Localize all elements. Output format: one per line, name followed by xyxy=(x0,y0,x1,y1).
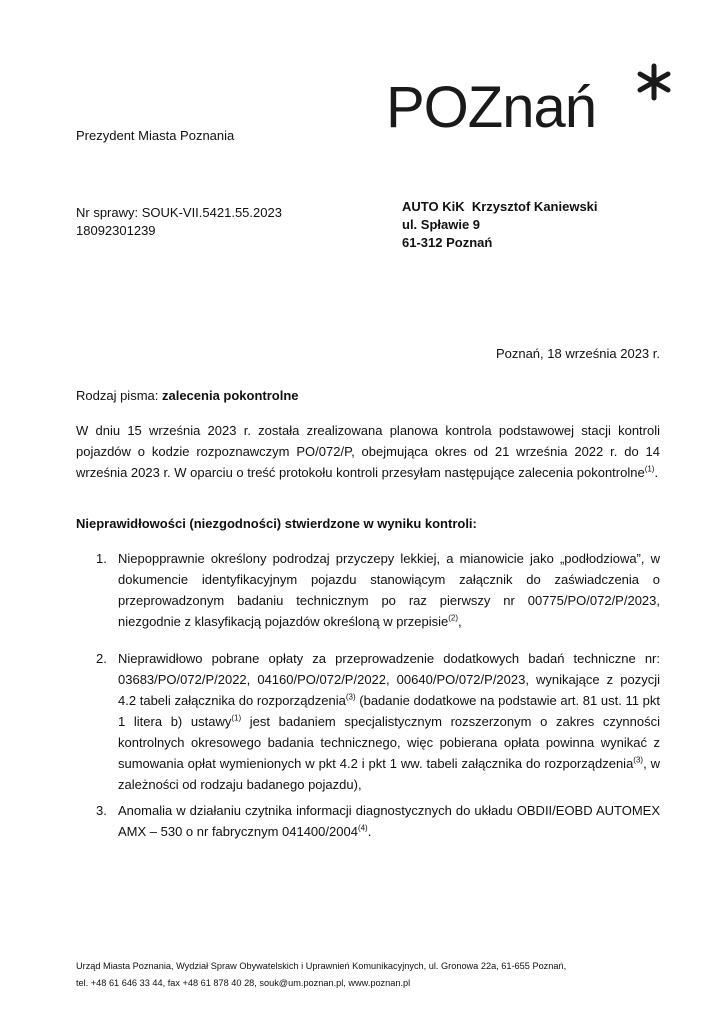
document-kind-value: zalecenia pokontrolne xyxy=(161,388,299,403)
list-item-text xyxy=(118,548,660,632)
president-title: Prezydent Miasta Poznania xyxy=(76,128,235,143)
list-item xyxy=(96,548,660,632)
item-text: (badanie dodatkowe na podstawie art. 81 ust. 11 pkt 1 litera b) ustawy xyxy=(118,693,661,729)
list-item-text xyxy=(118,800,660,842)
document-kind xyxy=(76,388,299,403)
findings-heading: Nieprawidłowości (niezgodności) stwierdzone w wyniku kontroli: xyxy=(76,516,477,531)
footnote-ref: (3) xyxy=(345,692,356,702)
list-item-number: 2. xyxy=(96,651,107,666)
list-item xyxy=(96,800,660,842)
intro-paragraph xyxy=(76,420,660,483)
item-text: Anomalia w działaniu czytnika informacji diagnostycznych do układu OBDII/EOBD AUTOMEX AMX – 530 o nr fabrycznym 041400/2004 xyxy=(118,803,660,839)
item-text: Niepopprawnie określony podrodzaj przyczepy lekkiej, a mianowicie jako „podłodziowa”, w dokumencie identyfikacyjnym pojazdu stanowiącym załącznik do zaświadczenia o przeprowadzonym badaniu technicznym po raz pierwszy nr 00775/PO/072/P/2023, niezgodnie z klasyfikacją pojazdów określoną w przepisie xyxy=(118,551,660,629)
item-end: , xyxy=(458,614,462,629)
footer-address: Urząd Miasta Poznania, Wydział Spraw Obywatelskich i Uprawnień Komunikacyjnych, ul. Gronowa 22a, 61-655 Poznań, xyxy=(76,961,567,971)
footer xyxy=(76,958,656,992)
item-text: , w zależności od rodzaju badanego pojazdu), xyxy=(118,756,660,792)
logo-star-icon xyxy=(634,62,674,102)
footnote-ref: (4) xyxy=(357,823,368,833)
footnote-ref: (1) xyxy=(644,464,655,474)
footnote-ref: (2) xyxy=(448,613,459,623)
recipient-street: ul. Spławie 9 xyxy=(402,217,481,232)
intro-end: . xyxy=(654,465,659,480)
reference-number: 18092301239 xyxy=(76,223,156,238)
footnote-ref: (3) xyxy=(633,755,644,765)
list-item-number: 3. xyxy=(96,803,107,818)
item-text: Nieprawidłowo pobrane opłaty za przeprowadzenie dodatkowych badań techniczne nr: 03683/PO/072/P/2022, 04160/PO/072/P/2022, 00640/PO/072/P/2023, wynikające z pozycji 4.2 tabeli załącznika do rozporządzenia xyxy=(118,651,660,708)
poznan-logo xyxy=(386,68,686,148)
recipient-name: AUTO KiK Krzysztof Kaniewski xyxy=(402,199,598,214)
list-item xyxy=(96,648,660,795)
intro-text: W dniu 15 września 2023 r. została zrealizowana planowa kontrola podstawowej stacji kontroli pojazdów o kodzie rozpoznawczym PO/072/P, obejmująca okres od 21 września 2022 r. do 14 września 2023 r. W oparciu o treść protokołu kontroli przesyłam następujące zalecenia pokontrolne xyxy=(76,423,660,480)
item-text: jest badaniem specjalistycznym rozszerzonym o zakres czynności kontrolnych okresowego badania technicznego, więc pobierana opłata powinna wynikać z sumowania opłat wymienionych w pkt 4.2 i pkt 1 ww. tabeli załącznika do rozporządzenia xyxy=(118,714,660,771)
recipient-city: 61-312 Poznań xyxy=(402,235,493,250)
recipient-address xyxy=(402,198,598,252)
logo-text: POZnań xyxy=(386,75,596,140)
case-number: Nr sprawy: SOUK-VII.5421.55.2023 xyxy=(76,205,282,220)
list-item-text xyxy=(118,648,660,795)
letter-date: Poznań, 18 września 2023 r. xyxy=(495,346,660,361)
case-reference xyxy=(76,204,282,240)
footer-contact: tel. +48 61 646 33 44, fax +48 61 878 40 28, souk@um.poznan.pl, www.poznan.pl xyxy=(76,978,411,988)
document-kind-label: Rodzaj pisma: xyxy=(76,388,162,403)
item-end: . xyxy=(367,824,372,839)
list-item-number: 1. xyxy=(96,551,107,566)
footnote-ref: (1) xyxy=(231,713,242,723)
